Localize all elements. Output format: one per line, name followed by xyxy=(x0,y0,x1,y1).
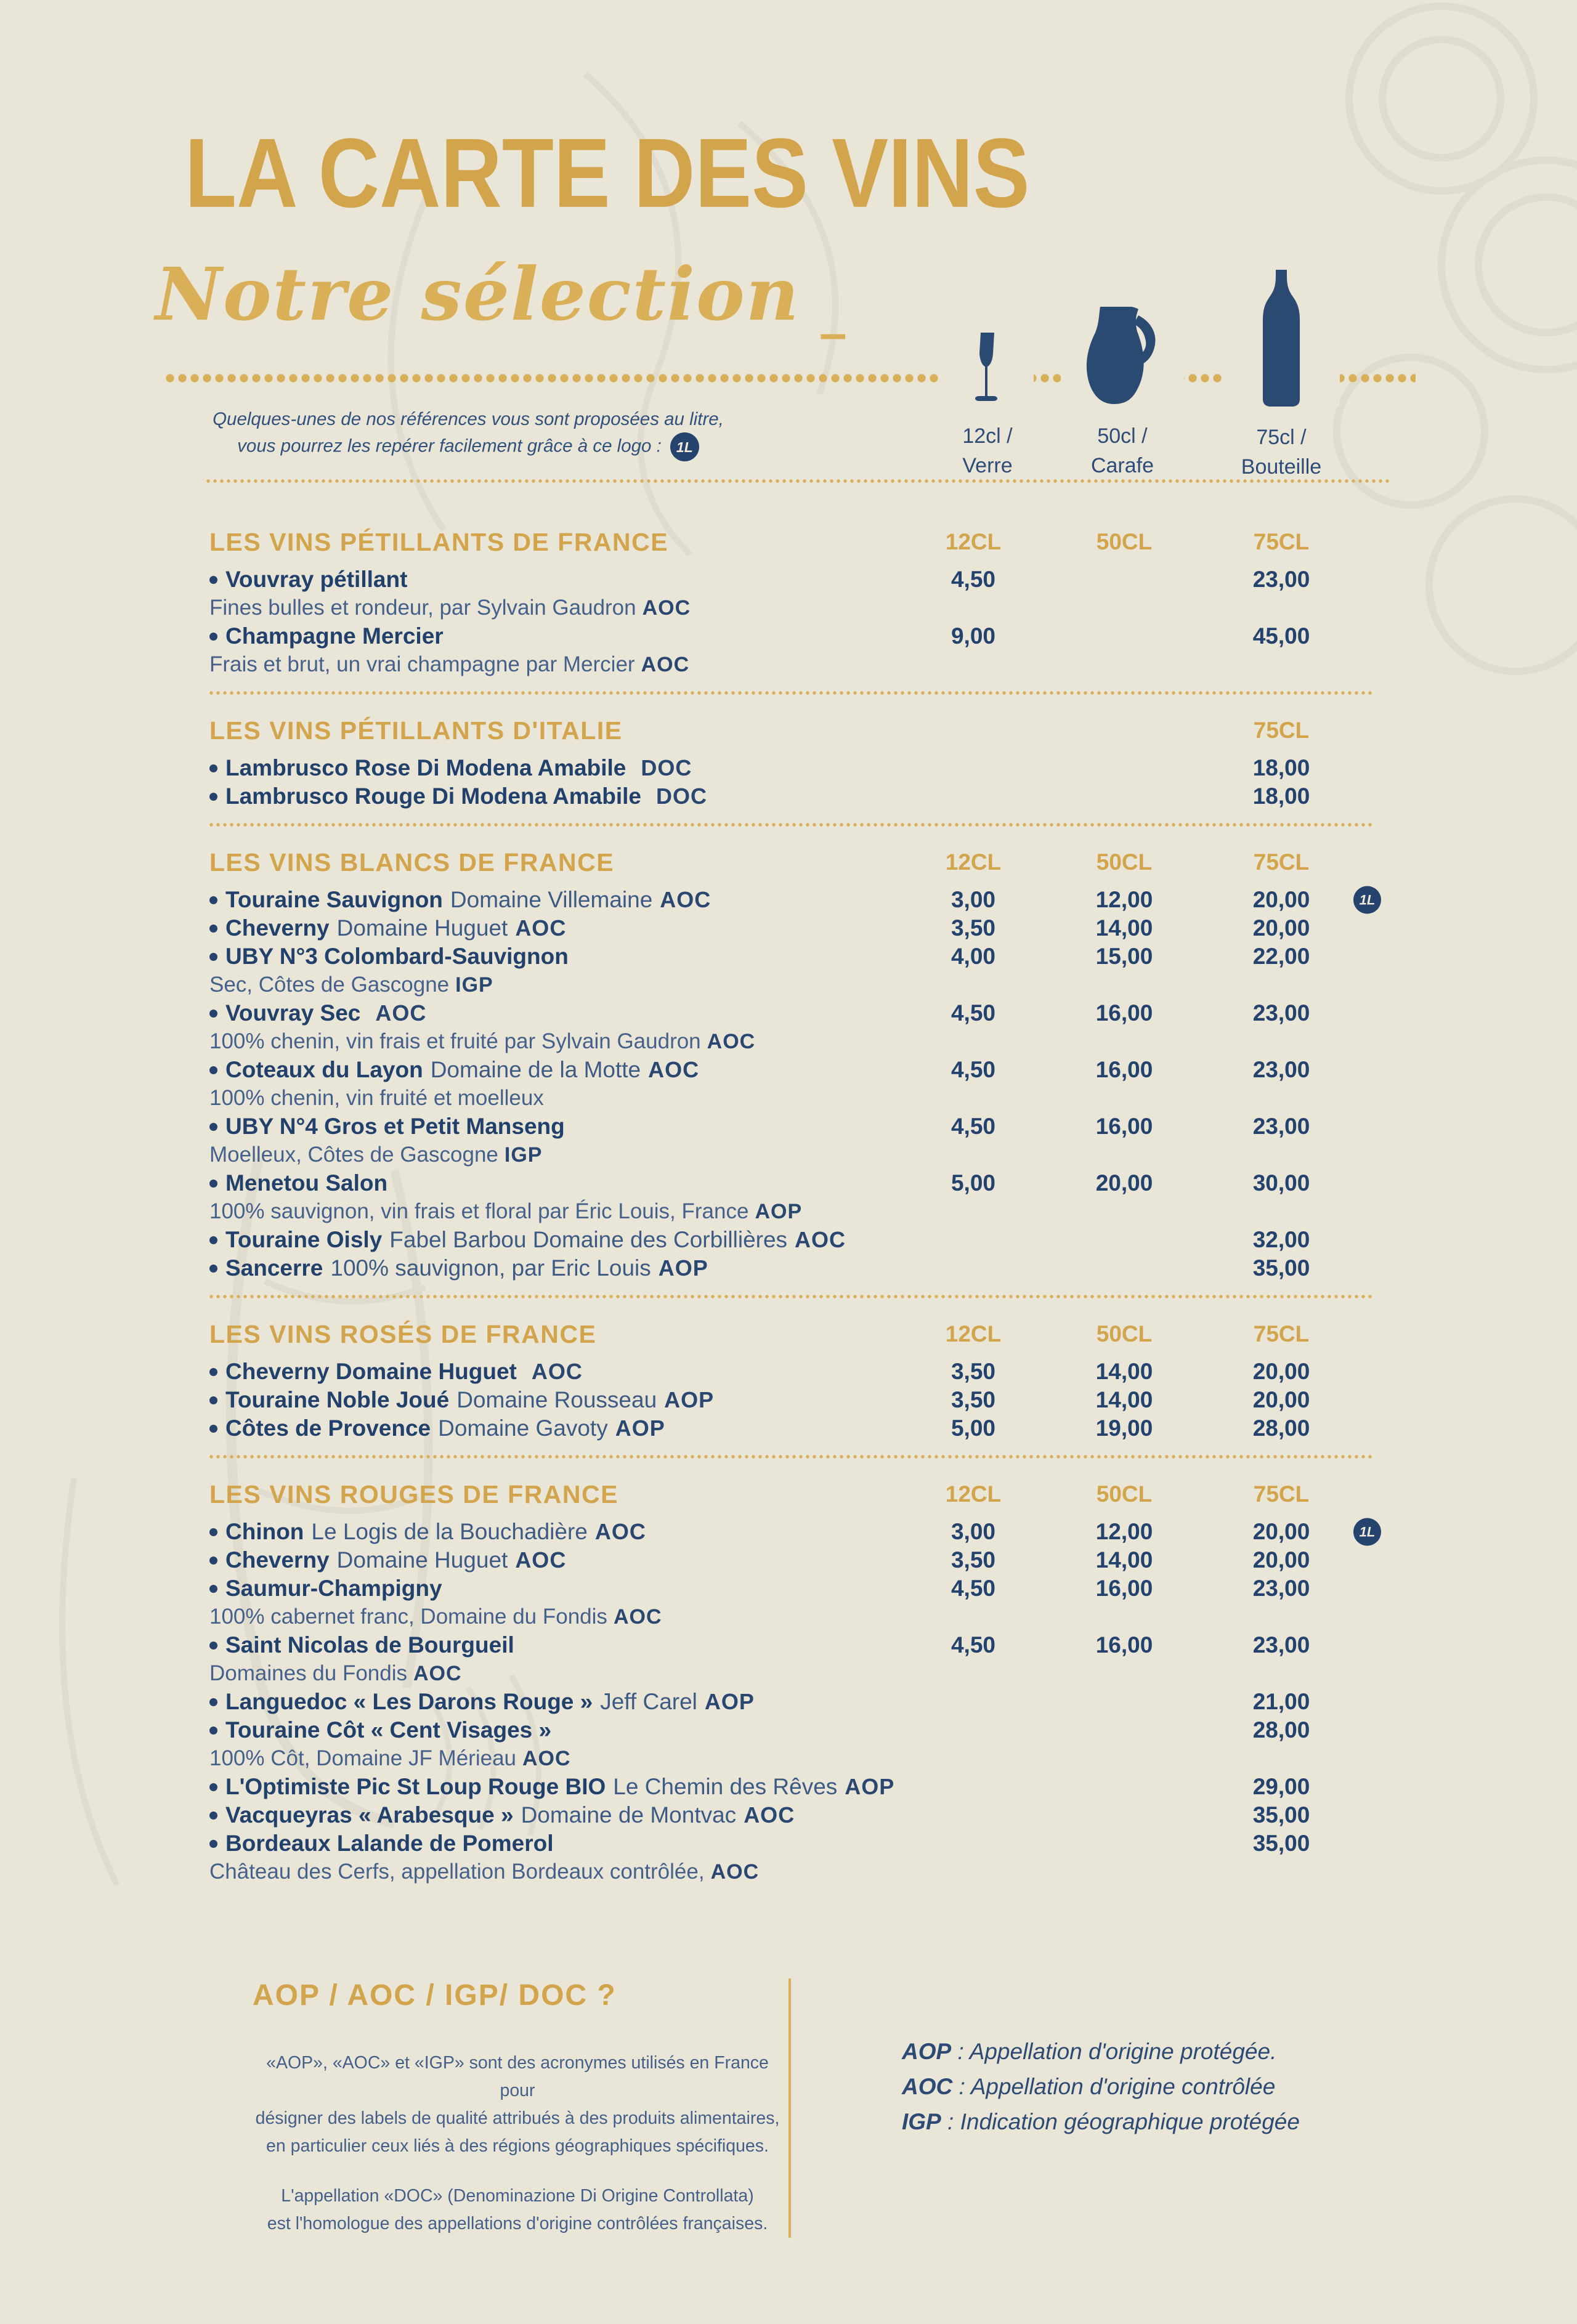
wine-name: Saint Nicolas de Bourgueil xyxy=(225,1632,514,1658)
price: 21,00 xyxy=(1252,1689,1310,1714)
wine-desc-cert: AOC xyxy=(707,1029,756,1053)
price: 18,00 xyxy=(1252,783,1310,809)
price: 23,00 xyxy=(1252,1000,1310,1026)
price: 15,00 xyxy=(1095,944,1153,969)
price: 3,50 xyxy=(951,1359,995,1384)
wine-desc-row xyxy=(209,1027,1374,1056)
wine-cert: AOP xyxy=(704,1689,755,1714)
price: 29,00 xyxy=(1252,1774,1310,1799)
wine-title-cell xyxy=(209,1227,912,1253)
wine-title-cell xyxy=(209,1831,912,1856)
wine-desc-row xyxy=(209,1744,1374,1773)
wine-row xyxy=(209,1801,1374,1829)
price: 32,00 xyxy=(1252,1227,1310,1252)
price: 20,00 1L xyxy=(1220,887,1343,913)
price: 4,50 xyxy=(951,1000,995,1026)
size-col-header: 12CL xyxy=(945,849,1002,875)
wine-title-cell xyxy=(209,1255,912,1281)
wine-name: Lambrusco Rose Di Modena Amabile xyxy=(225,755,626,780)
serving-size-carafe xyxy=(1061,307,1184,480)
bullet-icon xyxy=(209,1528,217,1536)
bullet-icon xyxy=(209,1265,217,1273)
section-separator xyxy=(209,823,1374,827)
wine-desc-cert: IGP xyxy=(504,1143,543,1167)
wine-title-cell xyxy=(209,1415,912,1441)
section-header xyxy=(209,1477,1374,1512)
wine-detail: 100% sauvignon, par Eric Louis xyxy=(330,1255,651,1281)
bullet-icon xyxy=(209,1236,217,1244)
definition-abbr: AOC xyxy=(902,2074,953,2099)
wine-title-cell xyxy=(209,1632,912,1658)
wine-row xyxy=(209,565,1374,594)
wine-title-cell xyxy=(209,1689,912,1715)
price: 14,00 xyxy=(1095,1387,1153,1412)
bullet-icon xyxy=(209,1010,217,1018)
size-col-header: 12CL xyxy=(945,1481,1002,1507)
serving-size-bouteille xyxy=(1223,270,1340,482)
subtitle-dash: – xyxy=(819,306,847,360)
wine-name: Champagne Mercier xyxy=(225,623,444,649)
wine-title-cell xyxy=(209,783,912,809)
carafe-icon xyxy=(1061,307,1184,405)
wine-row xyxy=(209,886,1374,914)
price: 22,00 xyxy=(1252,944,1310,969)
price: 20,00 xyxy=(1252,1359,1310,1384)
wine-name: UBY N°3 Colombard-Sauvignon xyxy=(225,944,569,969)
wine-desc-row xyxy=(209,1141,1374,1169)
definition-text: : Indication géographique protégée xyxy=(941,2109,1300,2134)
wine-title-cell xyxy=(209,944,912,970)
wine-name: Cheverny xyxy=(225,915,330,941)
wine-name: Vouvray pétillant xyxy=(225,567,408,592)
size-col-header: 50CL xyxy=(1096,1321,1153,1346)
wine-title-cell xyxy=(209,623,912,649)
wine-title-cell xyxy=(209,1057,912,1083)
wine-row xyxy=(209,782,1374,811)
menu-sections xyxy=(0,511,1577,1886)
wine-row xyxy=(209,1631,1374,1659)
section-separator xyxy=(209,1455,1374,1459)
wine-desc-row xyxy=(209,594,1374,622)
wine-name: Sancerre xyxy=(225,1255,323,1281)
wine-row xyxy=(209,1169,1374,1197)
price: 20,00 1L xyxy=(1220,1519,1343,1545)
bullet-icon xyxy=(209,1368,217,1376)
section-separator xyxy=(209,1295,1374,1298)
wine-name: Côtes de Provence xyxy=(225,1415,431,1441)
price: 14,00 xyxy=(1095,915,1153,941)
wine-title-cell xyxy=(209,755,912,781)
wine-desc-cert: IGP xyxy=(455,973,493,997)
wine-cert: AOC xyxy=(375,1000,427,1026)
wine-row xyxy=(209,942,1374,971)
wine-cert: AOC xyxy=(744,1802,795,1828)
wine-desc: 100% chenin, vin frais et fruité par Sylvain Gaudron xyxy=(209,1029,701,1053)
wine-desc-row xyxy=(209,1659,1374,1688)
wine-title-cell xyxy=(209,567,912,593)
wine-detail: Domaine de Montvac xyxy=(521,1802,737,1828)
section-title: LES VINS PÉTILLANTS D'ITALIE xyxy=(209,716,623,745)
section-title: LES VINS ROSÉS DE FRANCE xyxy=(209,1319,597,1348)
price: 4,50 xyxy=(951,1114,995,1139)
definition-line xyxy=(902,2069,1300,2104)
wine-detail: Jeff Carel xyxy=(600,1689,697,1714)
bullet-icon xyxy=(209,925,217,933)
price: 23,00 xyxy=(1252,567,1310,592)
wine-name: UBY N°4 Gros et Petit Manseng xyxy=(225,1114,565,1139)
bullet-icon xyxy=(209,1123,217,1131)
price: 3,00 xyxy=(951,1519,995,1544)
wine-desc: Château des Cerfs, appellation Bordeaux contrôlée, xyxy=(209,1860,705,1884)
wine-title-cell xyxy=(209,1170,912,1196)
price: 23,00 xyxy=(1252,1632,1310,1658)
bullet-icon xyxy=(209,1783,217,1791)
definition-text: : Appellation d'origine protégée. xyxy=(951,2039,1277,2064)
section-items xyxy=(209,886,1374,1282)
size-col-header: 75CL xyxy=(1253,1481,1310,1507)
section-header xyxy=(209,845,1374,880)
wine-cert: AOP xyxy=(664,1387,715,1412)
wine-title-cell xyxy=(209,1519,912,1545)
price: 45,00 xyxy=(1252,623,1310,649)
wine-row xyxy=(209,1056,1374,1084)
wine-row xyxy=(209,1226,1374,1254)
wine-row xyxy=(209,1716,1374,1744)
legend-paragraph-1: «AOP», «AOC» et «IGP» sont des acronymes utilisés en France pour désigner des labels de qualité attribués à des produits alimentaires, en particulier ceux liés à des régions géographiques spécifiques. xyxy=(255,2053,780,2156)
price: 20,00 xyxy=(1252,915,1310,941)
wine-cert: AOC xyxy=(594,1519,646,1544)
intro-line-1: Quelques-unes de nos références vous sont proposées au litre, xyxy=(213,409,724,429)
wine-detail: Domaine Rousseau xyxy=(456,1387,657,1412)
wine-name: Touraine Sauvignon xyxy=(225,887,443,912)
bullet-icon xyxy=(209,793,217,801)
dotted-rule-under-labels xyxy=(206,479,1392,483)
wine-name: Saumur-Champigny xyxy=(225,1576,442,1601)
wine-cert: DOC xyxy=(641,755,692,780)
wine-section xyxy=(209,845,1374,1282)
wine-desc: 100% cabernet franc, Domaine du Fondis xyxy=(209,1605,607,1629)
wine-desc-cert: AOC xyxy=(641,652,690,676)
wine-row xyxy=(209,1358,1374,1386)
definition-abbr: AOP xyxy=(902,2039,952,2064)
price: 16,00 xyxy=(1095,1114,1153,1139)
wine-cert: AOC xyxy=(795,1227,846,1252)
bullet-icon xyxy=(209,1396,217,1404)
serving-size-label: 12cl / Verre xyxy=(962,424,1013,477)
bullet-icon xyxy=(209,633,217,641)
wine-title-cell xyxy=(209,1114,912,1140)
wine-cert: AOC xyxy=(515,915,567,941)
definition-line xyxy=(902,2034,1300,2069)
price: 5,00 xyxy=(951,1170,995,1196)
wine-detail: Domaine de la Motte xyxy=(430,1057,641,1082)
wine-name: Lambrusco Rouge Di Modena Amabile xyxy=(225,783,641,809)
wine-detail: Domaine Huguet xyxy=(336,915,508,941)
price: 16,00 xyxy=(1095,1632,1153,1658)
wine-cert: AOC xyxy=(660,887,711,912)
size-col-header: 12CL xyxy=(945,1321,1002,1346)
bullet-icon xyxy=(209,1180,217,1188)
price: 23,00 xyxy=(1252,1576,1310,1601)
wine-title-cell xyxy=(209,1717,912,1743)
wine-desc-cert: AOC xyxy=(642,596,691,620)
menu-header xyxy=(0,0,1577,511)
wine-title-cell xyxy=(209,1547,912,1573)
wine-desc: Domaines du Fondis xyxy=(209,1661,407,1685)
wine-detail: Domaine Villemaine xyxy=(450,887,653,912)
wine-row xyxy=(209,1254,1374,1282)
wine-title-cell xyxy=(209,1576,912,1601)
wine-name: Coteaux du Layon xyxy=(225,1057,423,1082)
section-items xyxy=(209,754,1374,811)
wine-cert: DOC xyxy=(656,783,707,809)
price: 16,00 xyxy=(1095,1057,1153,1082)
wine-name: Cheverny xyxy=(225,1547,330,1573)
wine-name: Vacqueyras « Arabesque » xyxy=(225,1802,514,1828)
section-title: LES VINS PÉTILLANTS DE FRANCE xyxy=(209,527,669,556)
section-title: LES VINS BLANCS DE FRANCE xyxy=(209,848,615,877)
wine-desc-row xyxy=(209,971,1374,999)
wine-title-cell xyxy=(209,1359,912,1385)
wine-row xyxy=(209,1688,1374,1716)
section-title: LES VINS ROUGES DE FRANCE xyxy=(209,1480,618,1508)
wine-cert: AOP xyxy=(615,1415,665,1441)
wine-row xyxy=(209,1574,1374,1603)
bullet-icon xyxy=(209,1698,217,1706)
wine-title-cell xyxy=(209,915,912,941)
wine-desc-cert: AOC xyxy=(710,1860,760,1884)
bullet-icon xyxy=(209,576,217,584)
price: 35,00 xyxy=(1252,1831,1310,1856)
bullet-icon xyxy=(209,953,217,961)
section-separator xyxy=(209,691,1374,695)
wine-row xyxy=(209,1773,1374,1801)
price: 14,00 xyxy=(1095,1547,1153,1573)
price: 3,50 xyxy=(951,915,995,941)
wine-row xyxy=(209,1829,1374,1858)
price: 23,00 xyxy=(1252,1057,1310,1082)
wine-cert: AOP xyxy=(658,1255,708,1281)
price: 3,00 xyxy=(951,887,995,912)
wine-row xyxy=(209,914,1374,942)
price: 20,00 xyxy=(1252,1387,1310,1412)
price: 4,00 xyxy=(951,944,995,969)
size-col-header: 50CL xyxy=(1096,1481,1153,1507)
size-col-header: 12CL xyxy=(945,529,1002,554)
wine-cert: AOP xyxy=(845,1774,895,1799)
bullet-icon xyxy=(209,1727,217,1735)
wine-detail: Fabel Barbou Domaine des Corbillières xyxy=(389,1227,788,1252)
wine-desc-row xyxy=(209,650,1374,679)
wine-desc-row xyxy=(209,1858,1374,1886)
definition-text: : Appellation d'origine contrôlée xyxy=(952,2074,1276,2099)
wine-name: Cheverny Domaine Huguet xyxy=(225,1359,517,1384)
price: 3,50 xyxy=(951,1387,995,1412)
wine-row xyxy=(209,1112,1374,1141)
size-col-header: 50CL xyxy=(1096,849,1153,875)
wine-row xyxy=(209,1386,1374,1414)
price: 16,00 xyxy=(1095,1000,1153,1026)
legend-definitions xyxy=(791,1978,1300,2238)
wine-name: Touraine Noble Joué xyxy=(225,1387,450,1412)
wine-detail: Domaine Gavoty xyxy=(438,1415,608,1441)
liter-logo: 1L xyxy=(670,432,699,461)
wine-name: Touraine Oisly xyxy=(225,1227,383,1252)
size-col-header: 75CL xyxy=(1253,849,1310,875)
price: 28,00 xyxy=(1252,1717,1310,1743)
wine-detail: Le Logis de la Bouchadière xyxy=(311,1519,588,1544)
wine-desc: Fines bulles et rondeur, par Sylvain Gaudron xyxy=(209,596,636,620)
section-items xyxy=(209,1358,1374,1443)
wine-desc: Moelleux, Côtes de Gascogne xyxy=(209,1143,498,1167)
wine-title-cell xyxy=(209,1387,912,1413)
wine-row xyxy=(209,754,1374,782)
price: 23,00 xyxy=(1252,1114,1310,1139)
legend-left-column xyxy=(246,1978,788,2238)
bullet-icon xyxy=(209,896,217,904)
wine-desc-cert: AOP xyxy=(755,1199,803,1223)
wine-row xyxy=(209,1546,1374,1574)
price: 28,00 xyxy=(1252,1415,1310,1441)
champagne-flute-icon xyxy=(941,333,1034,405)
page-title: LA CARTE DES VINS xyxy=(185,118,1030,229)
wine-name: Languedoc « Les Darons Rouge » xyxy=(225,1689,593,1714)
wine-name: Menetou Salon xyxy=(225,1170,388,1196)
wine-desc: Sec, Côtes de Gascogne xyxy=(209,973,450,997)
liter-logo: 1L xyxy=(1353,886,1381,914)
price: 30,00 xyxy=(1252,1170,1310,1196)
bullet-icon xyxy=(209,1557,217,1565)
wine-detail: Domaine Huguet xyxy=(336,1547,508,1573)
price: 4,50 xyxy=(951,567,995,592)
size-col-header: 75CL xyxy=(1253,1321,1310,1346)
price: 19,00 xyxy=(1095,1415,1153,1441)
price: 35,00 xyxy=(1252,1802,1310,1828)
price: 4,50 xyxy=(951,1057,995,1082)
wine-desc-row xyxy=(209,1603,1374,1631)
price: 12,00 xyxy=(1095,1519,1153,1544)
wine-desc: 100% sauvignon, vin frais et floral par Éric Louis, France xyxy=(209,1199,749,1223)
price: 4,50 xyxy=(951,1632,995,1658)
size-col-header: 75CL xyxy=(1253,718,1310,743)
section-header xyxy=(209,525,1374,559)
liter-logo: 1L xyxy=(1353,1518,1381,1546)
bullet-icon xyxy=(209,1812,217,1820)
bullet-icon xyxy=(209,1066,217,1074)
wine-title-cell xyxy=(209,1802,912,1828)
wine-section xyxy=(209,713,1374,811)
price: 14,00 xyxy=(1095,1359,1153,1384)
bullet-icon xyxy=(209,1585,217,1593)
wine-title-cell xyxy=(209,1000,912,1026)
price: 35,00 xyxy=(1252,1255,1310,1281)
wine-name: L'Optimiste Pic St Loup Rouge BIO xyxy=(225,1774,606,1799)
serving-size-verre xyxy=(941,333,1034,480)
wine-desc-cert: AOC xyxy=(613,1605,662,1629)
wine-desc-cert: AOC xyxy=(522,1746,571,1770)
section-header xyxy=(209,1317,1374,1351)
wine-title-cell xyxy=(209,1774,912,1800)
size-col-header: 75CL xyxy=(1253,529,1310,554)
wine-row xyxy=(209,1518,1374,1546)
price: 20,00 xyxy=(1252,1547,1310,1573)
wine-cert: AOC xyxy=(531,1359,583,1384)
wine-desc: Frais et brut, un vrai champagne par Mercier xyxy=(209,652,635,676)
serving-size-label: 50cl / Carafe xyxy=(1090,424,1154,477)
price: 20,00 xyxy=(1095,1170,1153,1196)
wine-title-cell xyxy=(209,887,912,913)
wine-desc: 100% Côt, Domaine JF Mérieau xyxy=(209,1746,516,1770)
size-col-header: 50CL xyxy=(1096,529,1153,554)
section-header xyxy=(209,713,1374,748)
wine-desc-cert: AOC xyxy=(413,1661,462,1685)
definition-abbr: IGP xyxy=(902,2109,941,2134)
wine-name: Touraine Côt « Cent Visages » xyxy=(225,1717,552,1743)
wine-desc: 100% chenin, vin fruité et moelleux xyxy=(209,1086,544,1110)
wine-row xyxy=(209,622,1374,650)
appellation-legend xyxy=(246,1978,1577,2324)
definition-line xyxy=(902,2104,1300,2139)
legend-paragraph-2: L'appellation «DOC» (Denominazione Di Origine Controllata) est l'homologue des appellations d'origine contrôlées françaises. xyxy=(267,2186,768,2233)
wine-name: Vouvray Sec xyxy=(225,1000,361,1026)
price: 3,50 xyxy=(951,1547,995,1573)
wine-section xyxy=(209,1317,1374,1443)
wine-cert: AOC xyxy=(648,1057,700,1082)
legend-question-title: AOP / AOC / IGP/ DOC ? xyxy=(253,1979,617,2012)
price: 9,00 xyxy=(951,623,995,649)
price: 5,00 xyxy=(951,1415,995,1441)
wine-name: Chinon xyxy=(225,1519,304,1544)
wine-cert: AOC xyxy=(515,1547,567,1573)
subtitle-script: Notre sélection xyxy=(155,251,800,337)
wine-section xyxy=(209,1477,1374,1886)
wine-name: Bordeaux Lalande de Pomerol xyxy=(225,1831,554,1856)
price: 16,00 xyxy=(1095,1576,1153,1601)
bullet-icon xyxy=(209,1840,217,1848)
wine-row xyxy=(209,999,1374,1027)
wine-section xyxy=(209,525,1374,679)
wine-bottle-icon xyxy=(1223,270,1340,407)
wine-desc-row xyxy=(209,1197,1374,1226)
intro-line-2: vous pourrez les repérer facilement grâce à ce logo : 1L xyxy=(213,432,724,461)
price: 18,00 xyxy=(1252,755,1310,780)
price: 4,50 xyxy=(951,1576,995,1601)
section-items xyxy=(209,1518,1374,1886)
bullet-icon xyxy=(209,1642,217,1650)
bullet-icon xyxy=(209,1425,217,1433)
price: 12,00 xyxy=(1095,887,1153,912)
wine-row xyxy=(209,1414,1374,1443)
wine-desc-row xyxy=(209,1084,1374,1112)
wine-detail: Le Chemin des Rêves xyxy=(613,1774,838,1799)
serving-size-label: 75cl / Bouteille xyxy=(1241,426,1322,479)
bullet-icon xyxy=(209,764,217,772)
intro-note xyxy=(213,407,724,461)
section-items xyxy=(209,565,1374,679)
